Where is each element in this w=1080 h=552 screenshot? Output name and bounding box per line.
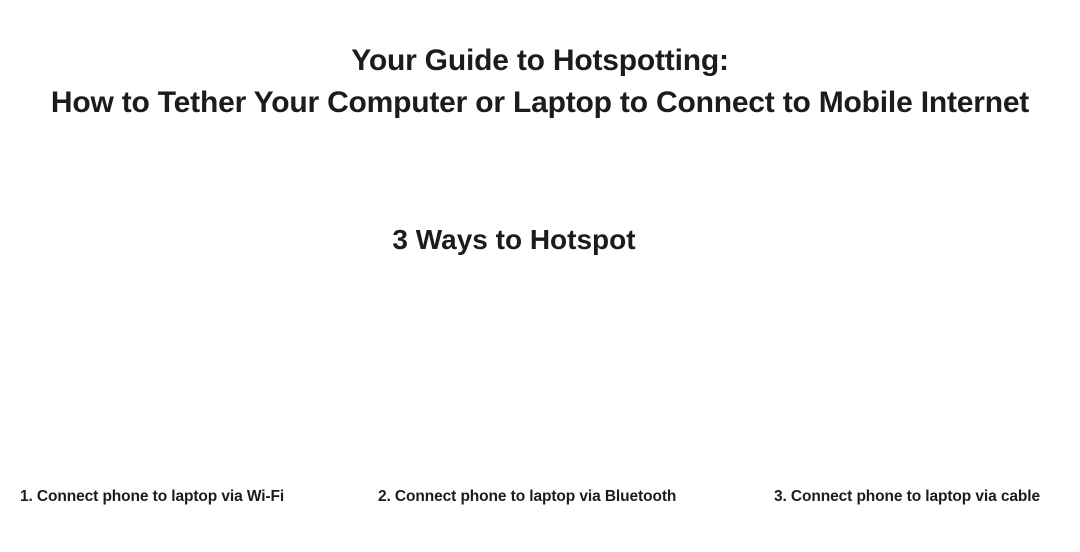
title-line-primary: Your Guide to Hotspotting: [351,44,729,77]
caption-item-wifi: 1. Connect phone to laptop via Wi-Fi [20,488,285,505]
caption-item-cable: 3. Connect phone to laptop via cable [774,488,1040,505]
section-heading-text: 3 Ways to Hotspot [392,224,636,255]
caption-item-bluetooth: 2. Connect phone to laptop via Bluetooth [378,488,677,505]
section-heading [0,224,1080,256]
caption-row [0,488,1080,518]
title-line-secondary: How to Tether Your Computer or Laptop to Connect to Mobile Internet [50,85,1030,119]
page-title [0,44,1080,121]
